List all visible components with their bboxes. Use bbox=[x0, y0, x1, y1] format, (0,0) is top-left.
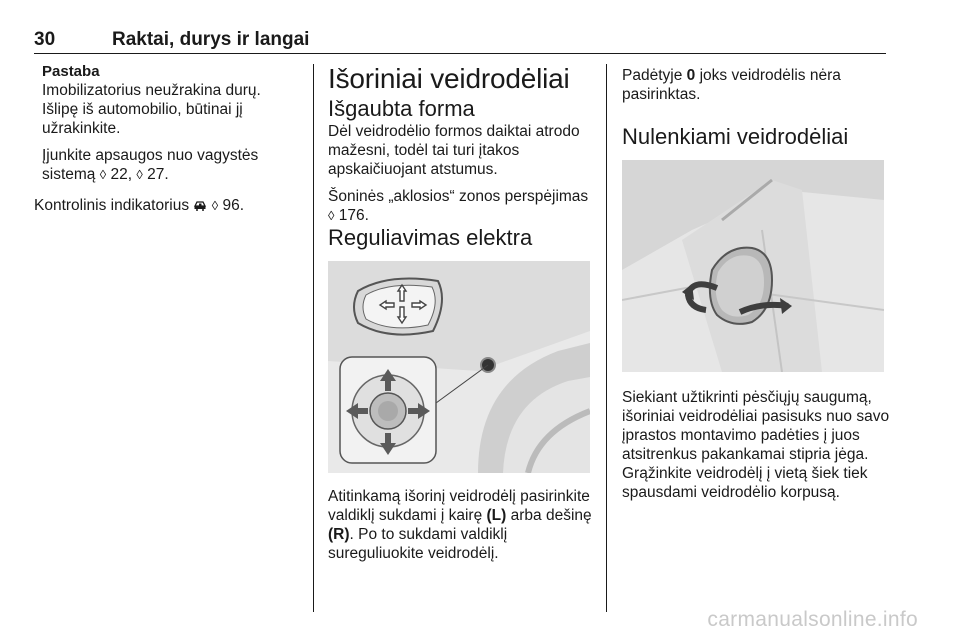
ref-arrow-icon: ◊ bbox=[136, 167, 143, 182]
folding-mirror-illustration bbox=[622, 160, 884, 372]
note-title: Pastaba bbox=[42, 63, 100, 80]
column-divider-1 bbox=[313, 64, 314, 612]
adjust-text-part2: arba dešinę bbox=[510, 507, 592, 524]
watermark: carmanualsonline.info bbox=[707, 608, 918, 631]
column-3 bbox=[622, 62, 890, 502]
section-title: Išoriniai veidrodėliai bbox=[328, 63, 570, 94]
page-ref-link[interactable]: 22, bbox=[110, 166, 133, 183]
column-2 bbox=[328, 62, 596, 563]
page-ref-link[interactable]: 27. bbox=[147, 166, 169, 183]
ref-arrow-icon: ◊ bbox=[99, 167, 107, 182]
subsection-convex-title: Išgaubta forma bbox=[328, 96, 475, 121]
indicator-line bbox=[34, 196, 298, 215]
mirror-control-illustration bbox=[328, 261, 590, 473]
subsection-electric-title: Reguliavimas elektra bbox=[328, 225, 533, 250]
folding-mirror-figure bbox=[622, 160, 884, 372]
column-divider-2 bbox=[606, 64, 607, 612]
chapter-title: Raktai, durys ir langai bbox=[112, 29, 310, 50]
position-prefix: Padėtyje bbox=[622, 67, 683, 84]
page-ref-link[interactable]: 96. bbox=[222, 197, 245, 214]
position-zero: 0 bbox=[686, 67, 696, 84]
subsection-folding-title: Nulenkiami veidrodėliai bbox=[622, 124, 849, 149]
column-1 bbox=[34, 62, 298, 215]
position-suffix: joks veidrodėlis nėra pasirinktas. bbox=[622, 67, 841, 103]
blind-spot-line bbox=[328, 187, 596, 225]
ref-arrow-icon: ◊ bbox=[211, 198, 219, 213]
blind-spot-text: Šoninės „aklosios“ zonos perspėjimas bbox=[328, 188, 589, 205]
page-number: 30 bbox=[34, 29, 56, 50]
theft-system-text: Įjunkite apsaugos nuo vagystės sistemą bbox=[42, 147, 259, 183]
label-right: (R) bbox=[328, 526, 350, 543]
adjust-text-part1: Atitinkamą išorinį veidrodėlį pasirinkite valdiklį sukdami į kairę bbox=[328, 488, 590, 524]
mirror-control-figure bbox=[328, 261, 590, 473]
note-text: Imobilizatorius neužrakina durų. Išlipę iš automobilio, būtinai jį užrakinkite. bbox=[42, 82, 261, 137]
position-zero-line bbox=[622, 66, 890, 104]
note-text-2 bbox=[42, 146, 298, 184]
car-lock-icon bbox=[193, 199, 207, 211]
header-rule bbox=[34, 53, 886, 54]
fold-text: Siekiant užtikrinti pėsčiųjų saugumą, išoriniai veidrodėliai pasisuks nuo savo įprastos montavimo padėties į juos atsitrenkus pakankamai stipria jėga. Grąžinkite veidrodėlį į vietą šiek tiek spausdami veidrodėlio korpusą. bbox=[622, 389, 890, 501]
label-left: (L) bbox=[486, 507, 507, 524]
indicator-text: Kontrolinis indikatorius bbox=[34, 197, 190, 214]
ref-arrow-icon: ◊ bbox=[328, 208, 335, 223]
adjust-text bbox=[328, 487, 596, 563]
page-header bbox=[34, 29, 886, 51]
convex-text: Dėl veidrodėlio formos daiktai atrodo mažesni, todėl tai turi įtakos apskaičiuojant atstumus. bbox=[328, 123, 580, 178]
page-ref-link[interactable]: 176. bbox=[338, 207, 369, 224]
adjust-text-part3: . Po to sukdami valdiklį sureguliuokite veidrodėlį. bbox=[328, 526, 508, 562]
